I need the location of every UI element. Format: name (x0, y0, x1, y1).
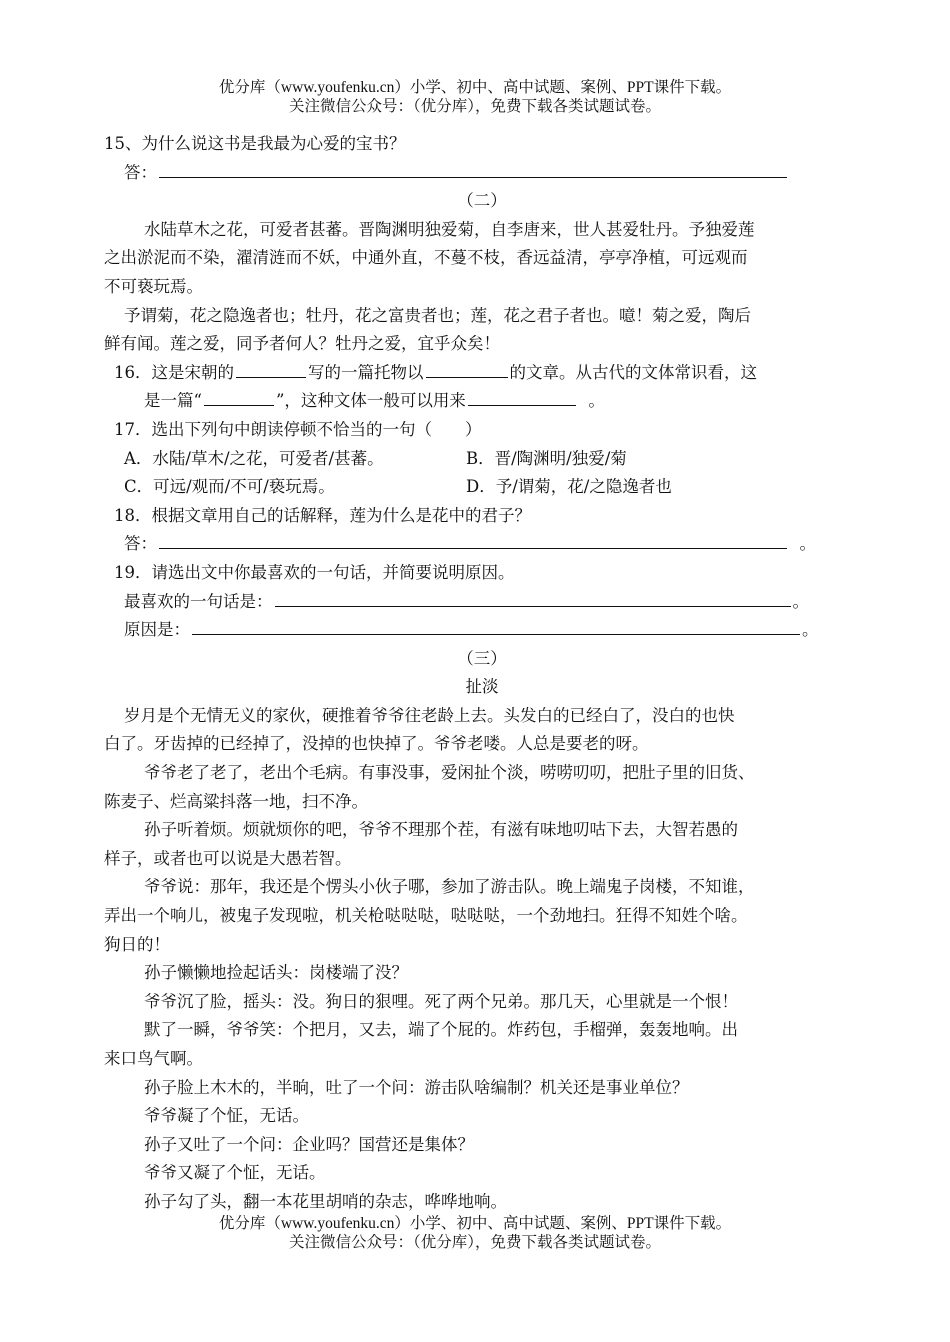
story-line-6: 样子，或者也可以说是大愚若智。 (104, 848, 352, 868)
q16-line-2 (104, 387, 860, 416)
story-line-2: 白了。牙齿掉的已经掉了，没掉的也快掉了。爷爷老喽。人总是要老的呀。 (104, 734, 649, 754)
q16-blank-author[interactable] (236, 359, 306, 378)
story-line-9: 狗日的！ (104, 934, 170, 954)
section2-passage-line-3: 不可亵玩焉。 (104, 276, 203, 296)
q15-answer-blank[interactable] (159, 159, 787, 178)
section2-passage-line-4: 予谓菊，花之隐逸者也；牡丹，花之富贵者也；莲，花之君子者也。噫！菊之爱，陶后 (124, 305, 751, 325)
section2-passage-line-2: 之出淤泥而不染，濯清涟而不妖，中通外直，不蔓不枝，香远益清，亭亭净植，可远观而 (104, 248, 748, 268)
q16-blank-usage[interactable] (468, 387, 576, 406)
story-line-1: 岁月是个无情无义的家伙，硬推着爷爷往老龄上去。头发白的已经白了，没白的也快 (124, 705, 735, 725)
q17-option-d[interactable]: D．予/谓菊，花/之隐逸者也 (466, 477, 672, 497)
story-line-7: 爷爷说：那年，我还是个愣头小伙子哪，参加了游击队。晚上端鬼子岗楼，不知谁， (144, 877, 755, 897)
q19-fav-end: 。 (792, 591, 809, 611)
story-line-4: 陈麦子、烂高粱抖落一地，扫不净。 (104, 791, 368, 811)
page-header (0, 78, 950, 116)
q16-text-2: 写的一篇托物以 (308, 362, 424, 382)
q17-question: 17．选出下列句中朗读停顿不恰当的一句（ ） (114, 419, 482, 439)
q19-reason-blank[interactable] (192, 616, 800, 635)
story-line-17: 爷爷又凝了个怔，无话。 (144, 1163, 326, 1183)
story-line-5: 孙子听着烦。烦就烦你的吧，爷爷不理那个茬，有滋有味地叨咕下去，大智若愚的 (144, 820, 738, 840)
q19-fav-label: 最喜欢的一句话是： (124, 591, 273, 611)
story-line-11: 爷爷沉了脸，摇头：没。狗日的狠哩。死了两个兄弟。那几天，心里就是一个恨！ (144, 991, 738, 1011)
story-line-10: 孙子懒懒地捡起话头：岗楼端了没？ (144, 963, 408, 983)
story-line-16: 孙子又吐了一个问：企业吗？国营还是集体？ (144, 1134, 474, 1154)
q19-fav-line (104, 588, 860, 617)
q18-answer-label: 答： (124, 534, 157, 554)
story-title: 扯淡 (465, 677, 499, 697)
section2-passage-line-5: 鲜有闻。莲之爱，同予者何人？牡丹之爱，宜乎众矣！ (104, 334, 500, 354)
q16-text-4: 是一篇“ (144, 391, 202, 411)
q16-blank-genre[interactable] (204, 387, 274, 406)
q18-answer-blank[interactable] (159, 530, 787, 549)
story-line-12: 默了一瞬，爷爷笑：个把月，又去，端了个屁的。炸药包，手榴弹，轰轰地响。出 (144, 1020, 738, 1040)
section3-title: （三） (457, 648, 507, 668)
page-footer (0, 1214, 950, 1252)
story-line-15: 爷爷凝了个怔，无话。 (144, 1106, 309, 1126)
section2-title: （二） (457, 191, 507, 211)
q16-blank-purpose[interactable] (426, 359, 508, 378)
q16-line-1 (104, 359, 860, 388)
story-line-14: 孙子脸上木木的，半晌，吐了一个问：游击队啥编制？机关还是事业单位？ (144, 1077, 689, 1097)
footer-line-2: 关注微信公众号：（优分库），免费下载各类试题试卷。 (288, 1234, 661, 1251)
header-line-1: 优分库（www.youfenku.cn）小学、初中、高中试题、案例、PPT课件下载。 (218, 79, 732, 96)
page-content (104, 130, 860, 1217)
q19-reason-end: 。 (802, 620, 819, 640)
story-line-13: 来口鸟气啊。 (104, 1049, 203, 1068)
q15-answer-label: 答： (124, 162, 157, 182)
q17-options-row-2 (104, 473, 860, 502)
q17-option-c[interactable]: C．可远/观而/不可/亵玩焉。 (124, 477, 335, 497)
q15-question: 15、为什么说这书是我最为心爱的宝书？ (104, 134, 406, 153)
q18-answer-line (104, 530, 860, 559)
q18-end-mark: 。 (799, 534, 816, 554)
q16-text-5: ”，这种文体一般可以用来 (275, 391, 466, 411)
q17-option-a[interactable]: A．水陆/草木/之花，可爱者/甚蕃。 (124, 448, 384, 468)
q15-answer-line (104, 159, 860, 188)
story-line-8: 弄出一个响儿，被鬼子发现啦，机关枪哒哒哒，哒哒哒，一个劲地扫。狂得不知姓个啥。 (104, 906, 748, 926)
q19-reason-line (104, 616, 860, 645)
q17-option-b[interactable]: B．晋/陶渊明/独爱/菊 (466, 448, 627, 468)
q19-fav-blank[interactable] (275, 588, 791, 607)
q19-reason-label: 原因是： (124, 620, 190, 640)
q18-question: 18．根据文章用自己的话解释，莲为什么是花中的君子？ (114, 505, 531, 525)
q16-text-1: 16．这是宋朝的 (114, 362, 234, 382)
footer-line-1: 优分库（www.youfenku.cn）小学、初中、高中试题、案例、PPT课件下载。 (218, 1215, 732, 1232)
q17-options-row-1 (104, 445, 860, 474)
story-line-3: 爷爷老了老了，老出个毛病。有事没事，爱闲扯个淡，唠唠叨叨，把肚子里的旧货、 (144, 763, 755, 783)
q16-text-6: 。 (588, 391, 605, 411)
q16-text-3: 的文章。从古代的文体常识看，这 (509, 362, 757, 382)
section2-passage-line-1: 水陆草木之花，可爱者甚蕃。晋陶渊明独爱菊，自李唐来，世人甚爱牡丹。予独爱莲 (144, 219, 755, 239)
q19-question: 19．请选出文中你最喜欢的一句话，并简要说明原因。 (114, 562, 515, 582)
story-line-18: 孙子勾了头，翻一本花里胡哨的杂志，哗哗地响。 (144, 1191, 507, 1211)
header-line-2: 关注微信公众号：（优分库），免费下载各类试题试卷。 (288, 98, 661, 115)
